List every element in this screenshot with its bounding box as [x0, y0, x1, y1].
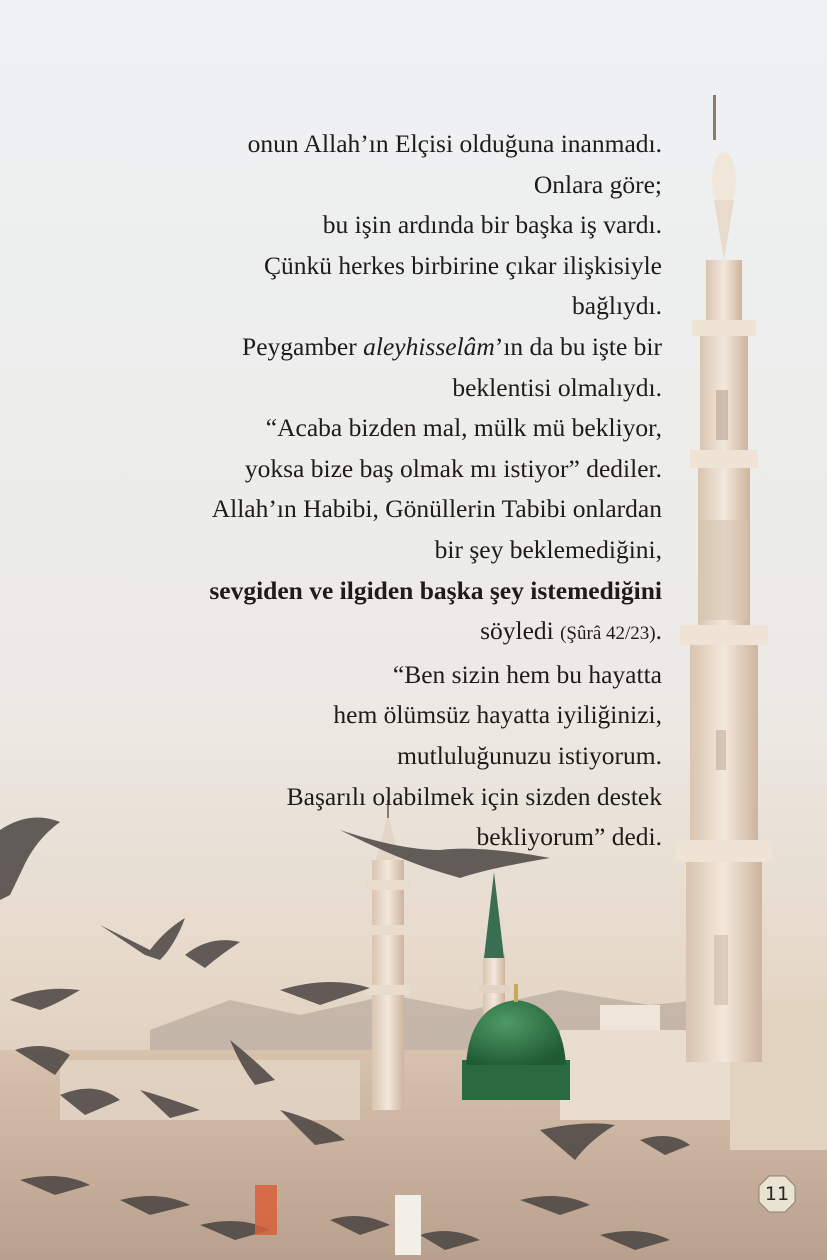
text-line-8: “Acaba bizden mal, mülk mü bekliyor, — [265, 413, 662, 443]
page-number-badge — [758, 1175, 796, 1213]
text-line-6-pre: Peygamber — [242, 331, 364, 361]
text-line-3: bu işin ardında bir başka iş vardı. — [322, 210, 662, 240]
text-line-18: bekliyorum” dedi. — [476, 822, 662, 852]
text-line-5: bağlıydı. — [572, 291, 662, 321]
text-line-17: Başarılı olabilmek için sizden destek — [286, 781, 662, 811]
text-line-2: Onlara göre; — [533, 169, 662, 199]
text-line-12: sevgiden ve ilgiden başka şey istemediğini — [209, 575, 662, 605]
page-number: 11 — [764, 1183, 790, 1205]
text-line-6-post: ’ın da bu işte bir — [494, 331, 662, 361]
text-line-4: Çünkü herkes birbirine çıkar ilişkisiyle — [263, 250, 662, 280]
text-line-11: bir şey beklemediğini, — [434, 534, 662, 564]
text-line-6-italic: aleyhisselâm — [363, 331, 495, 361]
text-line-9: yoksa bize baş olmak mı istiyor” dediler. — [244, 453, 662, 483]
text-line-16: mutluluğunuzu istiyorum. — [397, 740, 662, 770]
text-line-7: beklentisi olmalıydı. — [452, 372, 662, 402]
text-line-14: “Ben sizin hem bu hayatta — [392, 659, 662, 689]
text-line-13-pre: söyledi — [480, 616, 561, 646]
text-line-15: hem ölümsüz hayatta iyiliğinizi, — [333, 700, 662, 730]
text-line-6 — [62, 327, 662, 368]
text-line-1: onun Allah’ın Elçisi olduğuna inanmadı. — [247, 129, 662, 158]
quran-reference: (Şûrâ 42/23) — [560, 623, 656, 645]
text-line-10: Allah’ın Habibi, Gönüllerin Tabibi onlardan — [211, 494, 662, 524]
poem-text — [62, 124, 662, 858]
text-line-13-post: . — [655, 616, 662, 646]
text-line-13 — [62, 611, 662, 655]
